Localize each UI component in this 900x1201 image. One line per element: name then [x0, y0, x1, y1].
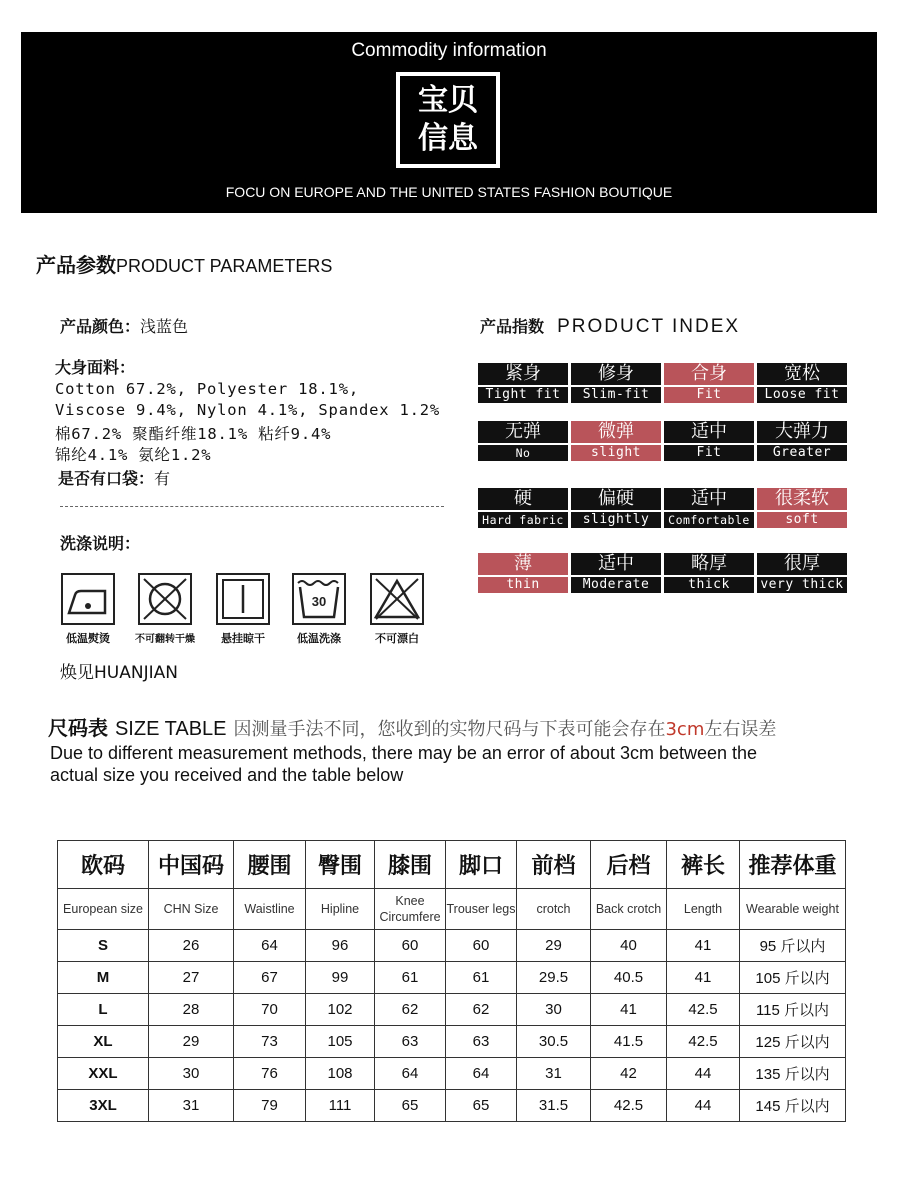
column-subheader: Length	[667, 889, 740, 930]
table-cell: 29	[149, 1026, 234, 1058]
index-cell-zh: 适中	[664, 488, 754, 510]
fabric-label: 大身面料：	[55, 358, 136, 377]
table-cell: 105	[306, 1026, 375, 1058]
index-cell-en: soft	[757, 512, 847, 528]
no-bleach-icon	[370, 573, 424, 625]
brand-name: 焕见HUANJIAN	[60, 663, 178, 683]
pocket-value: 有	[154, 469, 171, 488]
column-header: 后档	[591, 841, 667, 889]
index-cell-en: Tight fit	[478, 387, 568, 403]
table-cell: 41	[591, 994, 667, 1026]
table-cell: 31.5	[517, 1090, 591, 1122]
column-subheader: Knee Circumfere	[375, 889, 446, 930]
index-cell-zh: 略厚	[664, 553, 754, 575]
size-note-before: 因测量手法不同，您收到的实物尺码与下表可能会存在	[233, 719, 666, 740]
wash-label-2: 不可翻转干燥	[135, 634, 195, 645]
index-cell-en: thick	[664, 577, 754, 593]
table-cell: 65	[375, 1090, 446, 1122]
index-cell	[757, 421, 847, 461]
banner-box-line1: 宝贝	[418, 83, 478, 118]
index-cell	[571, 488, 661, 528]
column-header: 臀围	[306, 841, 375, 889]
wash-30-icon	[292, 573, 346, 625]
table-cell: 41	[667, 930, 740, 962]
table-cell: 63	[446, 1026, 517, 1058]
table-header-row	[58, 841, 846, 889]
banner-title: Commodity information	[351, 40, 547, 61]
table-cell: 60	[446, 930, 517, 962]
table-cell: 64	[446, 1058, 517, 1090]
wash-label-3: 悬挂晾干	[221, 632, 265, 645]
size-note	[233, 719, 776, 740]
index-cell-en: slight	[571, 445, 661, 461]
hang-dry-icon	[216, 573, 270, 625]
table-cell: 31	[149, 1090, 234, 1122]
index-cell	[757, 488, 847, 528]
index-cell-en: Hard fabric	[478, 512, 568, 528]
table-cell: 73	[234, 1026, 306, 1058]
table-cell: 64	[234, 930, 306, 962]
index-cell	[664, 363, 754, 403]
table-cell: 41.5	[591, 1026, 667, 1058]
table-cell: 29	[517, 930, 591, 962]
table-row	[58, 962, 846, 994]
index-cell-zh: 硬	[478, 488, 568, 510]
index-cell-en: slightly	[571, 512, 661, 528]
index-cell	[478, 553, 568, 593]
column-subheader: Waistline	[234, 889, 306, 930]
index-cell	[664, 553, 754, 593]
index-cell-zh: 很厚	[757, 553, 847, 575]
size-note-after: 左右误差	[704, 719, 777, 740]
table-cell: 99	[306, 962, 375, 994]
index-cell	[478, 363, 568, 403]
wash-label: 洗涤说明：	[60, 534, 141, 553]
column-subheader: European size	[58, 889, 149, 930]
column-subheader: Trouser legs	[446, 889, 517, 930]
table-cell: 3XL	[58, 1090, 149, 1122]
color-row	[60, 314, 188, 337]
wash-temp-text: 30	[311, 594, 327, 609]
index-cell-zh: 无弹	[478, 421, 568, 443]
table-cell: 102	[306, 994, 375, 1026]
pocket-label: 是否有口袋：	[58, 469, 155, 488]
table-cell: XL	[58, 1026, 149, 1058]
index-cell-zh: 微弹	[571, 421, 661, 443]
divider	[60, 506, 444, 507]
index-cell-zh: 适中	[571, 553, 661, 575]
table-cell: 44	[667, 1090, 740, 1122]
table-row	[58, 1090, 846, 1122]
table-cell: L	[58, 994, 149, 1026]
index-heading-en: PRODUCT INDEX	[557, 316, 741, 337]
table-cell: 67	[234, 962, 306, 994]
table-cell: 30.5	[517, 1026, 591, 1058]
color-value: 浅蓝色	[140, 317, 189, 336]
table-cell: 30	[517, 994, 591, 1026]
table-cell: 41	[667, 962, 740, 994]
index-cell-zh: 紧身	[478, 363, 568, 385]
column-header: 推荐体重	[740, 841, 846, 889]
index-heading	[480, 314, 740, 338]
table-cell: 64	[375, 1058, 446, 1090]
fabric-en-line1: Cotton 67.2%, Polyester 18.1%,	[55, 380, 359, 398]
pocket-row	[58, 466, 170, 489]
index-cell-zh: 大弹力	[757, 421, 847, 443]
index-heading-zh: 产品指数	[480, 317, 545, 336]
index-cell	[571, 363, 661, 403]
size-note-en-line1: Due to different measurement methods, there may be an error of about 3cm between the	[50, 743, 758, 763]
banner-subtitle: FOCU ON EUROPE AND THE UNITED STATES FASHION BOUTIQUE	[225, 184, 673, 200]
table-cell: M	[58, 962, 149, 994]
column-header: 前档	[517, 841, 591, 889]
params-heading-zh: 产品参数	[36, 253, 116, 277]
index-cell	[757, 363, 847, 403]
table-cell: S	[58, 930, 149, 962]
banner-logo-box	[396, 72, 500, 168]
index-cell	[478, 421, 568, 476]
column-header: 腰围	[234, 841, 306, 889]
size-heading-en: SIZE TABLE	[114, 718, 227, 740]
column-subheader: CHN Size	[149, 889, 234, 930]
table-cell: 31	[517, 1058, 591, 1090]
table-cell: 42.5	[667, 994, 740, 1026]
wash-label-1: 低温熨烫	[66, 632, 110, 645]
table-cell: 63	[375, 1026, 446, 1058]
table-cell: 115 斤以内	[740, 994, 846, 1026]
column-subheader: Back crotch	[591, 889, 667, 930]
column-header: 脚口	[446, 841, 517, 889]
no-tumble-dry-icon	[138, 573, 192, 625]
table-cell: 42.5	[667, 1026, 740, 1058]
table-cell: 125 斤以内	[740, 1026, 846, 1058]
header-banner	[21, 32, 877, 213]
index-cell-en: thin	[478, 577, 568, 593]
banner-box-line2: 信息	[418, 121, 478, 156]
index-cell	[757, 553, 847, 593]
index-cell-en: No elasticity	[478, 445, 568, 461]
size-heading	[48, 712, 776, 741]
table-cell: 62	[446, 994, 517, 1026]
index-cell	[571, 553, 661, 593]
fabric-zh-line1: 棉67.2% 聚酯纤维18.1% 粘纤9.4%	[55, 425, 332, 443]
index-cell-en: Fit	[664, 387, 754, 403]
size-table	[57, 840, 846, 1122]
size-note-en-line2: actual size you received and the table below	[50, 765, 404, 785]
wash-label-4: 低温洗涤	[297, 632, 341, 645]
params-heading-en: PRODUCT PARAMETERS	[116, 256, 333, 276]
index-cell-en: Comfortable	[664, 512, 754, 528]
index-cell-en: Loose fit	[757, 387, 847, 403]
index-cell-zh: 很柔软	[757, 488, 847, 510]
index-cell-zh: 宽松	[757, 363, 847, 385]
table-cell: 40	[591, 930, 667, 962]
column-subheader: crotch	[517, 889, 591, 930]
index-cell-en: Fit	[664, 445, 754, 461]
table-row	[58, 1058, 846, 1090]
table-cell: XXL	[58, 1058, 149, 1090]
column-header: 裤长	[667, 841, 740, 889]
table-cell: 76	[234, 1058, 306, 1090]
table-cell: 95 斤以内	[740, 930, 846, 962]
index-cell-en: Greater	[757, 445, 847, 461]
column-subheader: Hipline	[306, 889, 375, 930]
table-cell: 145 斤以内	[740, 1090, 846, 1122]
table-row	[58, 1026, 846, 1058]
index-cell	[664, 421, 754, 461]
table-subheader-row	[58, 889, 846, 930]
column-subheader: Wearable weight	[740, 889, 846, 930]
table-cell: 96	[306, 930, 375, 962]
table-cell: 105 斤以内	[740, 962, 846, 994]
index-cell	[664, 488, 754, 528]
size-note-red: 3cm	[665, 719, 705, 740]
index-cell-zh: 适中	[664, 421, 754, 443]
size-heading-zh: 尺码表	[48, 716, 108, 740]
low-temp-iron-icon	[61, 573, 115, 625]
index-cell-zh: 修身	[571, 363, 661, 385]
table-row	[58, 994, 846, 1026]
table-cell: 44	[667, 1058, 740, 1090]
index-cell-en: Slim-fit	[571, 387, 661, 403]
table-cell: 27	[149, 962, 234, 994]
fabric-zh-line2: 锦纶4.1% 氨纶1.2%	[55, 446, 212, 464]
table-cell: 111	[306, 1090, 375, 1122]
table-cell: 26	[149, 930, 234, 962]
wash-label-5: 不可漂白	[375, 632, 419, 645]
index-cell-en: Moderate	[571, 577, 661, 593]
color-label: 产品颜色：	[60, 317, 141, 336]
index-cell	[478, 488, 568, 528]
table-cell: 61	[446, 962, 517, 994]
table-cell: 30	[149, 1058, 234, 1090]
fabric-en-line2: Viscose 9.4%, Nylon 4.1%, Spandex 1.2%	[55, 401, 441, 419]
index-cell-zh: 合身	[664, 363, 754, 385]
table-cell: 42.5	[591, 1090, 667, 1122]
table-cell: 135 斤以内	[740, 1058, 846, 1090]
index-cell-zh: 偏硬	[571, 488, 661, 510]
column-header: 中国码	[149, 841, 234, 889]
table-cell: 108	[306, 1058, 375, 1090]
index-cell	[571, 421, 661, 461]
table-cell: 29.5	[517, 962, 591, 994]
table-cell: 62	[375, 994, 446, 1026]
table-cell: 60	[375, 930, 446, 962]
table-cell: 65	[446, 1090, 517, 1122]
table-row	[58, 930, 846, 962]
size-note-en	[50, 742, 870, 786]
params-heading	[36, 249, 332, 278]
table-cell: 79	[234, 1090, 306, 1122]
column-header: 欧码	[58, 841, 149, 889]
table-cell: 70	[234, 994, 306, 1026]
column-header: 膝围	[375, 841, 446, 889]
table-cell: 42	[591, 1058, 667, 1090]
index-cell-en: very thick	[757, 577, 847, 593]
table-cell: 61	[375, 962, 446, 994]
table-cell: 40.5	[591, 962, 667, 994]
table-cell: 28	[149, 994, 234, 1026]
index-cell-zh: 薄	[478, 553, 568, 575]
